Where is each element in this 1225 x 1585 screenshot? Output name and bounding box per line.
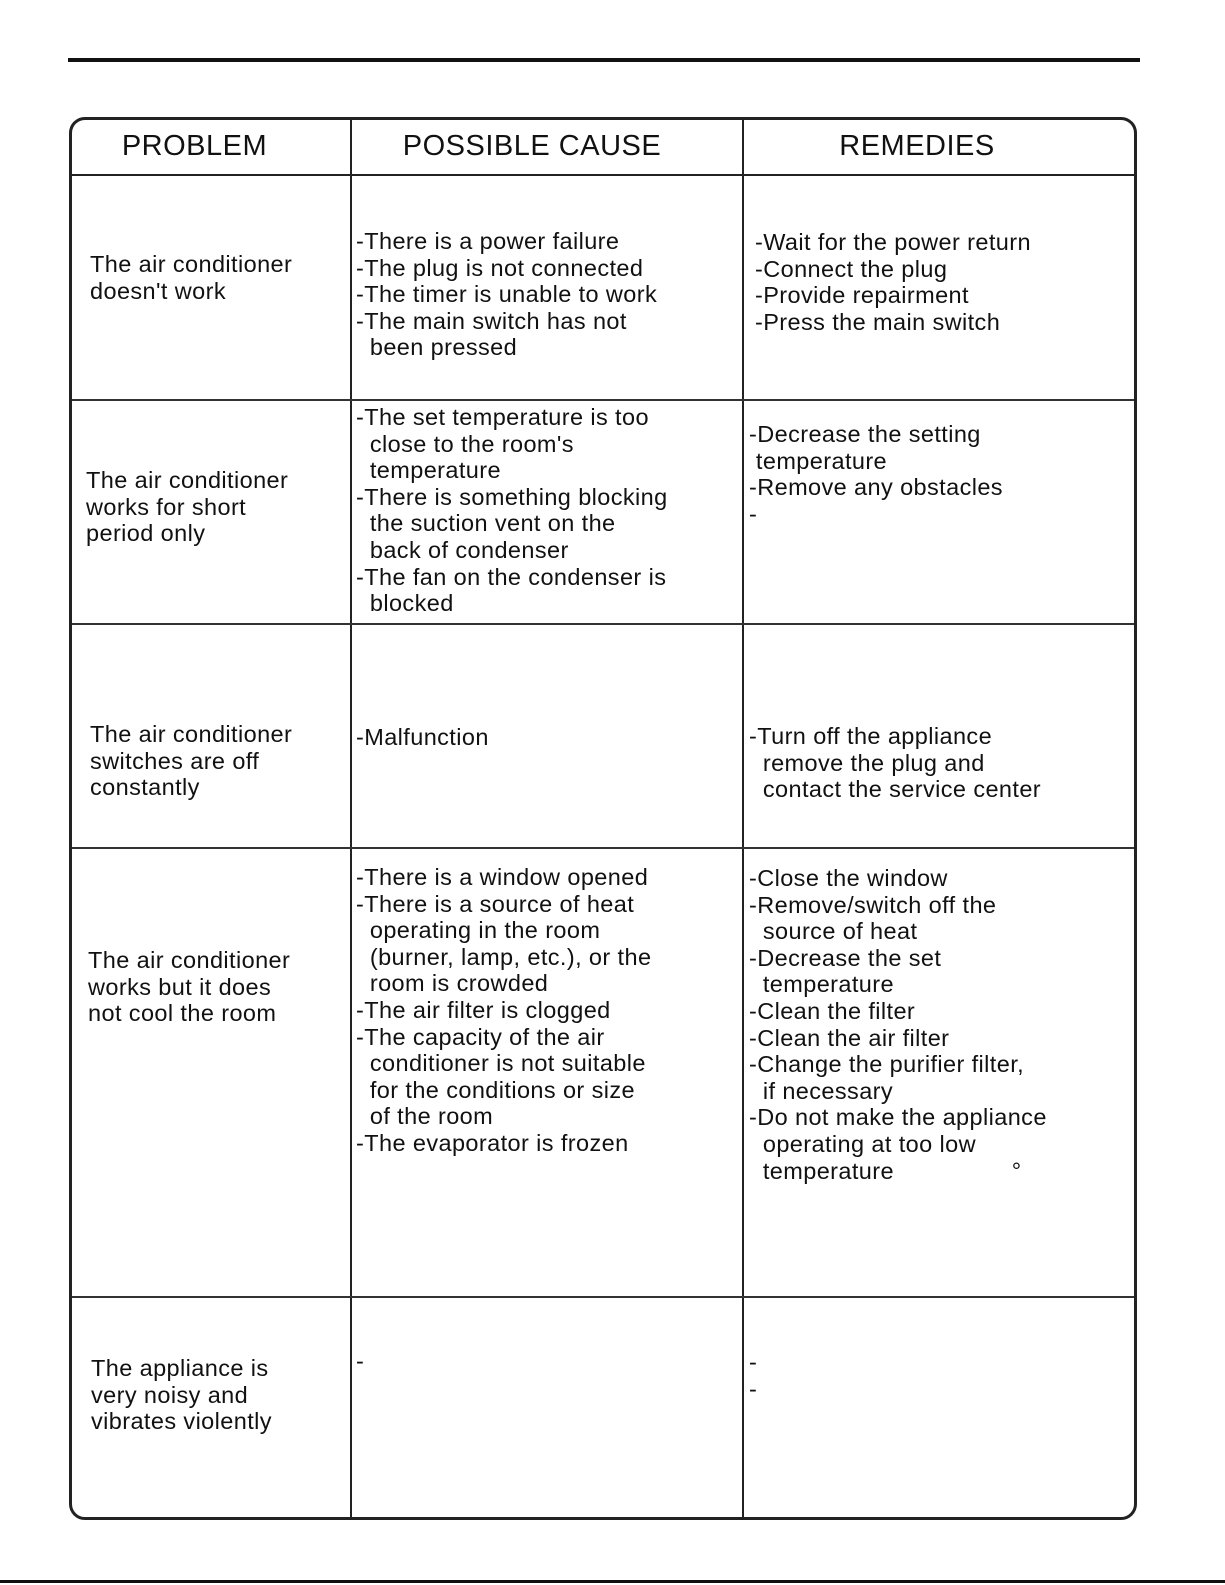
text-line: back of condenser [356, 536, 569, 563]
text-line: The air conditioner [90, 721, 293, 747]
text-line: temperature ° [749, 1157, 1022, 1184]
text-line: -Change the purifier filter, [749, 1051, 1025, 1078]
text-line: been pressed [356, 334, 518, 361]
remedies-cell [749, 723, 1041, 803]
text-line: vibrates violently [91, 1408, 272, 1435]
bottom-rule [0, 1580, 1225, 1583]
text-line: conditioner is not suitable [356, 1050, 646, 1077]
text-line: -The capacity of the air [356, 1023, 605, 1050]
text-line: -Close the window [749, 865, 948, 891]
text-line: the suction vent on the [356, 510, 616, 537]
troubleshooting-table [69, 117, 1137, 1520]
text-line: very noisy and [91, 1381, 249, 1408]
text-line: -Provide repairment [755, 282, 969, 309]
text-line: -There is something blocking [356, 483, 668, 510]
text-line: -There is a window opened [356, 864, 649, 890]
text-line: room is crowded [356, 970, 549, 997]
text-line: if necessary [749, 1077, 894, 1104]
text-line: doesn't work [90, 277, 226, 304]
remedies-cell [749, 1349, 757, 1402]
text-line: -Malfunction [356, 724, 489, 750]
cause-cell [356, 404, 668, 617]
row-divider [72, 623, 1134, 625]
remedies-cell [755, 229, 1031, 335]
problem-cell [88, 947, 290, 1027]
text-line: (burner, lamp, etc.), or the [356, 943, 652, 970]
column-divider [350, 120, 352, 1517]
text-line: -The fan on the condenser is [356, 563, 667, 590]
text-line: remove the plug and [749, 749, 985, 776]
text-line: -The evaporator is frozen [356, 1129, 629, 1156]
text-line: -The set temperature is too [356, 404, 649, 430]
text-line: contact the service center [749, 776, 1042, 803]
text-line: -The timer is unable to work [356, 281, 658, 308]
cause-cell [356, 864, 651, 1157]
remedies-cell [749, 421, 1003, 527]
text-line: -Connect the plug [755, 255, 948, 282]
text-line: -The plug is not connected [356, 254, 644, 281]
text-line: -There is a source of heat [356, 890, 635, 917]
text-line: period only [86, 520, 206, 547]
text-line: -Turn off the appliance [749, 723, 993, 749]
text-line: The appliance is [91, 1355, 269, 1381]
problem-cell [91, 1355, 272, 1435]
text-line: The air conditioner [88, 947, 291, 973]
text-line: The air conditioner [86, 467, 289, 493]
text-line: source of heat [749, 918, 918, 945]
text-line: - [749, 500, 758, 527]
text-line: -Decrease the setting [749, 421, 981, 447]
text-line: for the conditions or size [356, 1076, 635, 1103]
text-line: -Press the main switch [755, 308, 1001, 335]
text-line: temperature [749, 447, 888, 474]
text-line: - [749, 1349, 758, 1375]
text-line: -Remove any obstacles [749, 474, 1003, 501]
text-line: -The main switch has not [356, 307, 627, 334]
text-line: - [749, 1375, 758, 1402]
text-line: constantly [90, 774, 200, 801]
text-line: -Clean the filter [749, 997, 916, 1024]
remedies-cell [749, 865, 1047, 1184]
row-divider [72, 1296, 1134, 1298]
text-line: operating in the room [356, 917, 601, 944]
text-line: not cool the room [88, 1000, 277, 1027]
cause-cell [356, 228, 657, 361]
text-line: close to the room's [356, 430, 574, 457]
text-line: -Decrease the set [749, 944, 942, 971]
text-line: -Do not make the appliance [749, 1104, 1047, 1131]
text-line: temperature [749, 971, 894, 998]
text-line: operating at too low [749, 1130, 976, 1157]
text-line: -The air filter is clogged [356, 996, 611, 1023]
text-line: The air conditioner [90, 251, 293, 277]
row-divider [72, 399, 1134, 401]
problem-cell [86, 467, 288, 547]
text-line: -Remove/switch off the [749, 891, 997, 918]
text-line: - [356, 1348, 365, 1374]
header-problem: PROBLEM [121, 130, 268, 162]
header-possible-cause: POSSIBLE CAUSE [402, 130, 662, 162]
text-line: switches are off [90, 747, 260, 774]
cause-cell [356, 1348, 364, 1375]
text-line: temperature [356, 457, 501, 484]
text-line: works but it does [88, 973, 272, 1000]
column-divider [742, 120, 744, 1517]
header-divider [72, 174, 1134, 176]
problem-cell [90, 721, 292, 801]
header-remedies: REMEDIES [839, 130, 995, 162]
top-rule [68, 58, 1140, 62]
problem-cell [90, 251, 292, 304]
row-divider [72, 847, 1134, 849]
text-line: works for short [86, 493, 247, 520]
cause-cell [356, 724, 489, 751]
text-line: of the room [356, 1103, 494, 1130]
text-line: -There is a power failure [356, 228, 620, 254]
text-line: -Clean the air filter [749, 1024, 950, 1051]
text-line: -Wait for the power return [755, 229, 1031, 255]
text-line: blocked [356, 590, 454, 617]
